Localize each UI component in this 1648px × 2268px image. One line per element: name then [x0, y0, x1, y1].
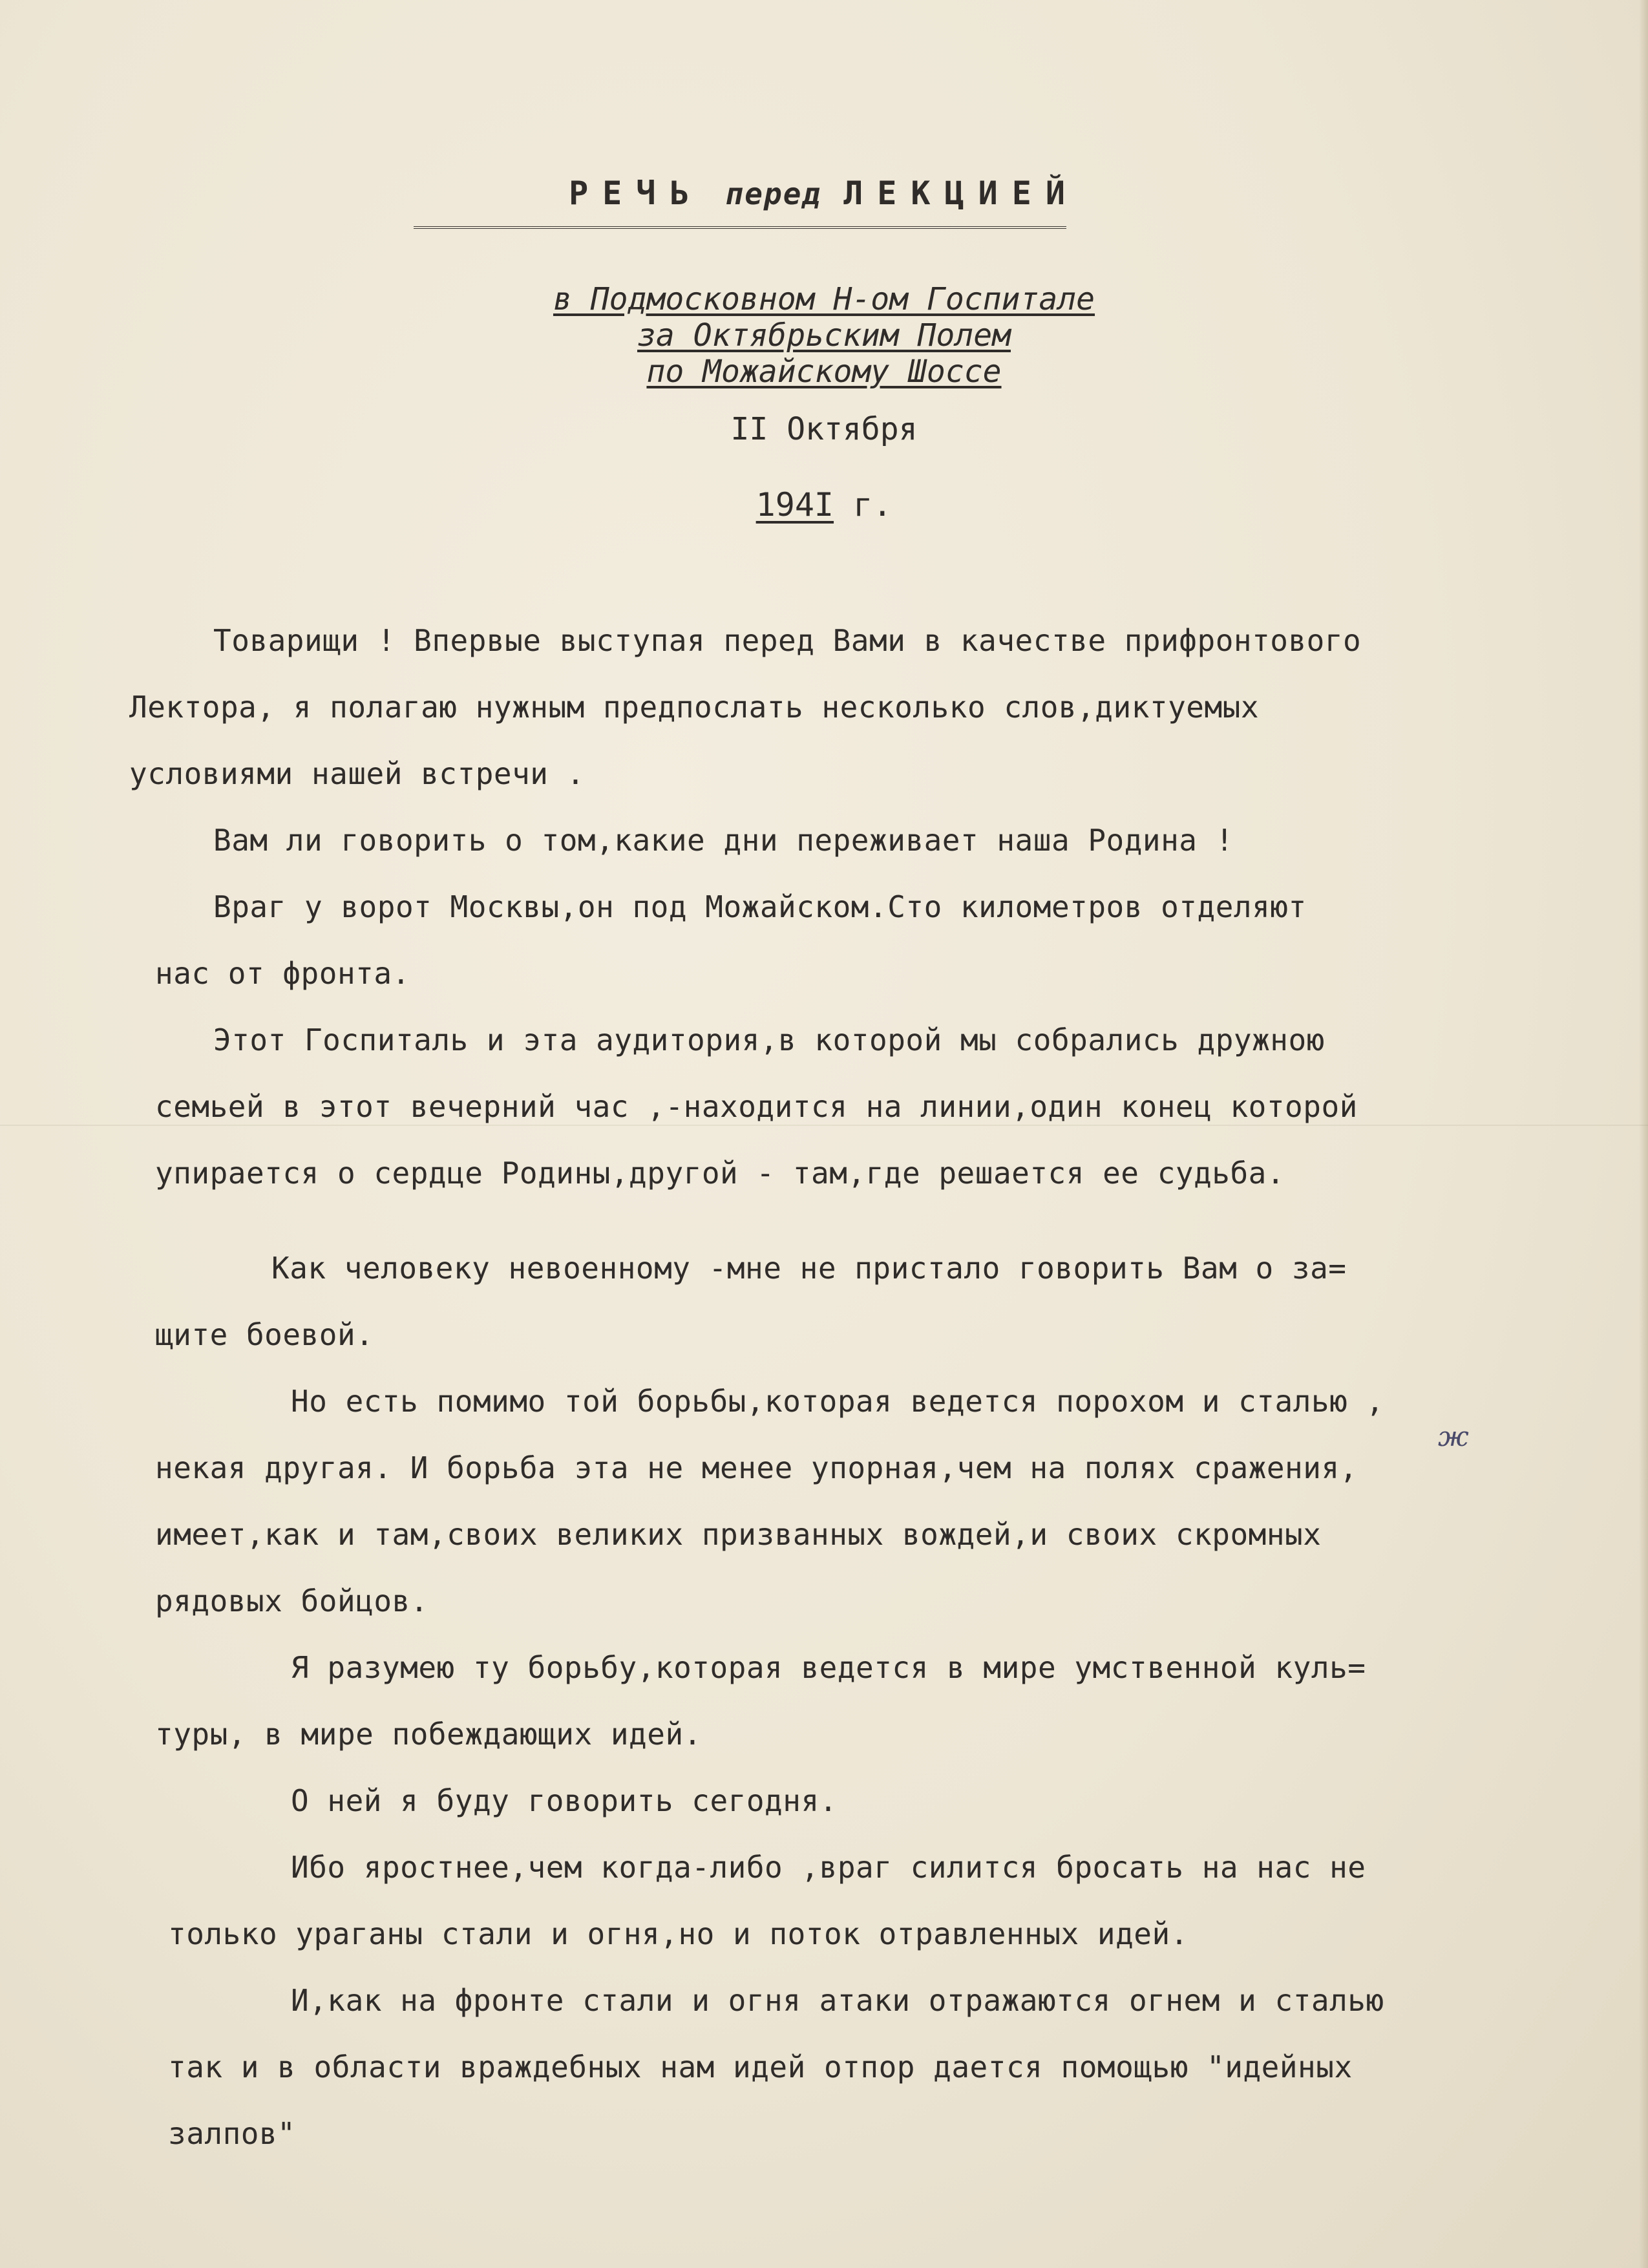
title-double-underline [414, 226, 1066, 234]
place-line: за Октябрьским Полем [637, 317, 1011, 354]
text-line: рядовых бойцов. [155, 1584, 428, 1618]
date-line: II Октября [730, 411, 918, 447]
text-line: туры, в мире побеждающих идей. [155, 1717, 702, 1752]
place-line: по Можайскому Шоссе [646, 354, 1002, 390]
text-line: Враг у ворот Москвы,он под Можайском.Сто километров отделяют [213, 889, 1307, 924]
text-line: залпов" [168, 2116, 296, 2151]
title-word-before: перед [725, 176, 822, 211]
speech-text [129, 608, 1596, 2167]
text-line: Я разумею ту борьбу,которая ведется в мире умственной куль= [291, 1650, 1366, 1685]
text-line: Товарищи ! Впервые выступая перед Вами в качестве прифронтового [213, 623, 1362, 658]
title-word-lecture: ЛЕКЦИЕЙ [843, 175, 1079, 212]
year-suffix: г. [853, 486, 893, 524]
text-line: имеет,как и там,своих великих призванных вождей,и своих скромных [155, 1517, 1322, 1552]
text-line: Этот Госпиталь и эта аудитория,в которой мы собрались дружною [213, 1023, 1325, 1057]
text-line: условиями нашей встречи . [129, 756, 585, 791]
text-line: нас от фронта. [155, 956, 410, 991]
text-line: Но есть помимо той борьбы,которая ведется порохом и сталью , [291, 1384, 1384, 1419]
text-line: щите боевой. [155, 1317, 374, 1352]
text-line: так и в области враждебных нам идей отпор дается помощью "идейных [168, 2050, 1353, 2084]
text-line: Лектора, я полагаю нужным предпослать несколько слов,диктуемых [129, 690, 1260, 725]
text-line: только ураганы стали и огня,но и поток отравленных идей. [168, 1916, 1188, 1951]
text-line: Вам ли говорить о том,какие дни переживает наша Родина ! [213, 823, 1234, 858]
text-line: упирается о сердце Родины,другой - там,где решается ее судьба. [155, 1156, 1285, 1191]
text-line: Как человеку невоенному -мне не пристало говорить Вам о за= [271, 1251, 1347, 1286]
text-line: Ибо яростнее,чем когда-либо ,враг силится бросать на нас не [291, 1850, 1366, 1885]
year-line [0, 486, 1648, 524]
text-line: некая другая. И борьба эта не менее упорная,чем на полях сражения, [155, 1450, 1358, 1485]
title-word-speech: РЕЧЬ [569, 175, 704, 212]
handwritten-correction: ж [1438, 1421, 1469, 1452]
text-line: И,как на фронте стали и огня атаки отражаются огнем и сталью [291, 1983, 1384, 2018]
year-number: 194I [755, 486, 834, 524]
text-line: семьей в этот вечерний час ,-находится на линии,один конец которой [155, 1089, 1358, 1124]
place-block [0, 281, 1648, 390]
document-title [0, 175, 1648, 212]
place-line: в Подмосковном Н-ом Госпитале [553, 281, 1095, 317]
text-line: О ней я буду говорить сегодня. [291, 1783, 838, 1818]
paragraph-gap [129, 1207, 1596, 1235]
